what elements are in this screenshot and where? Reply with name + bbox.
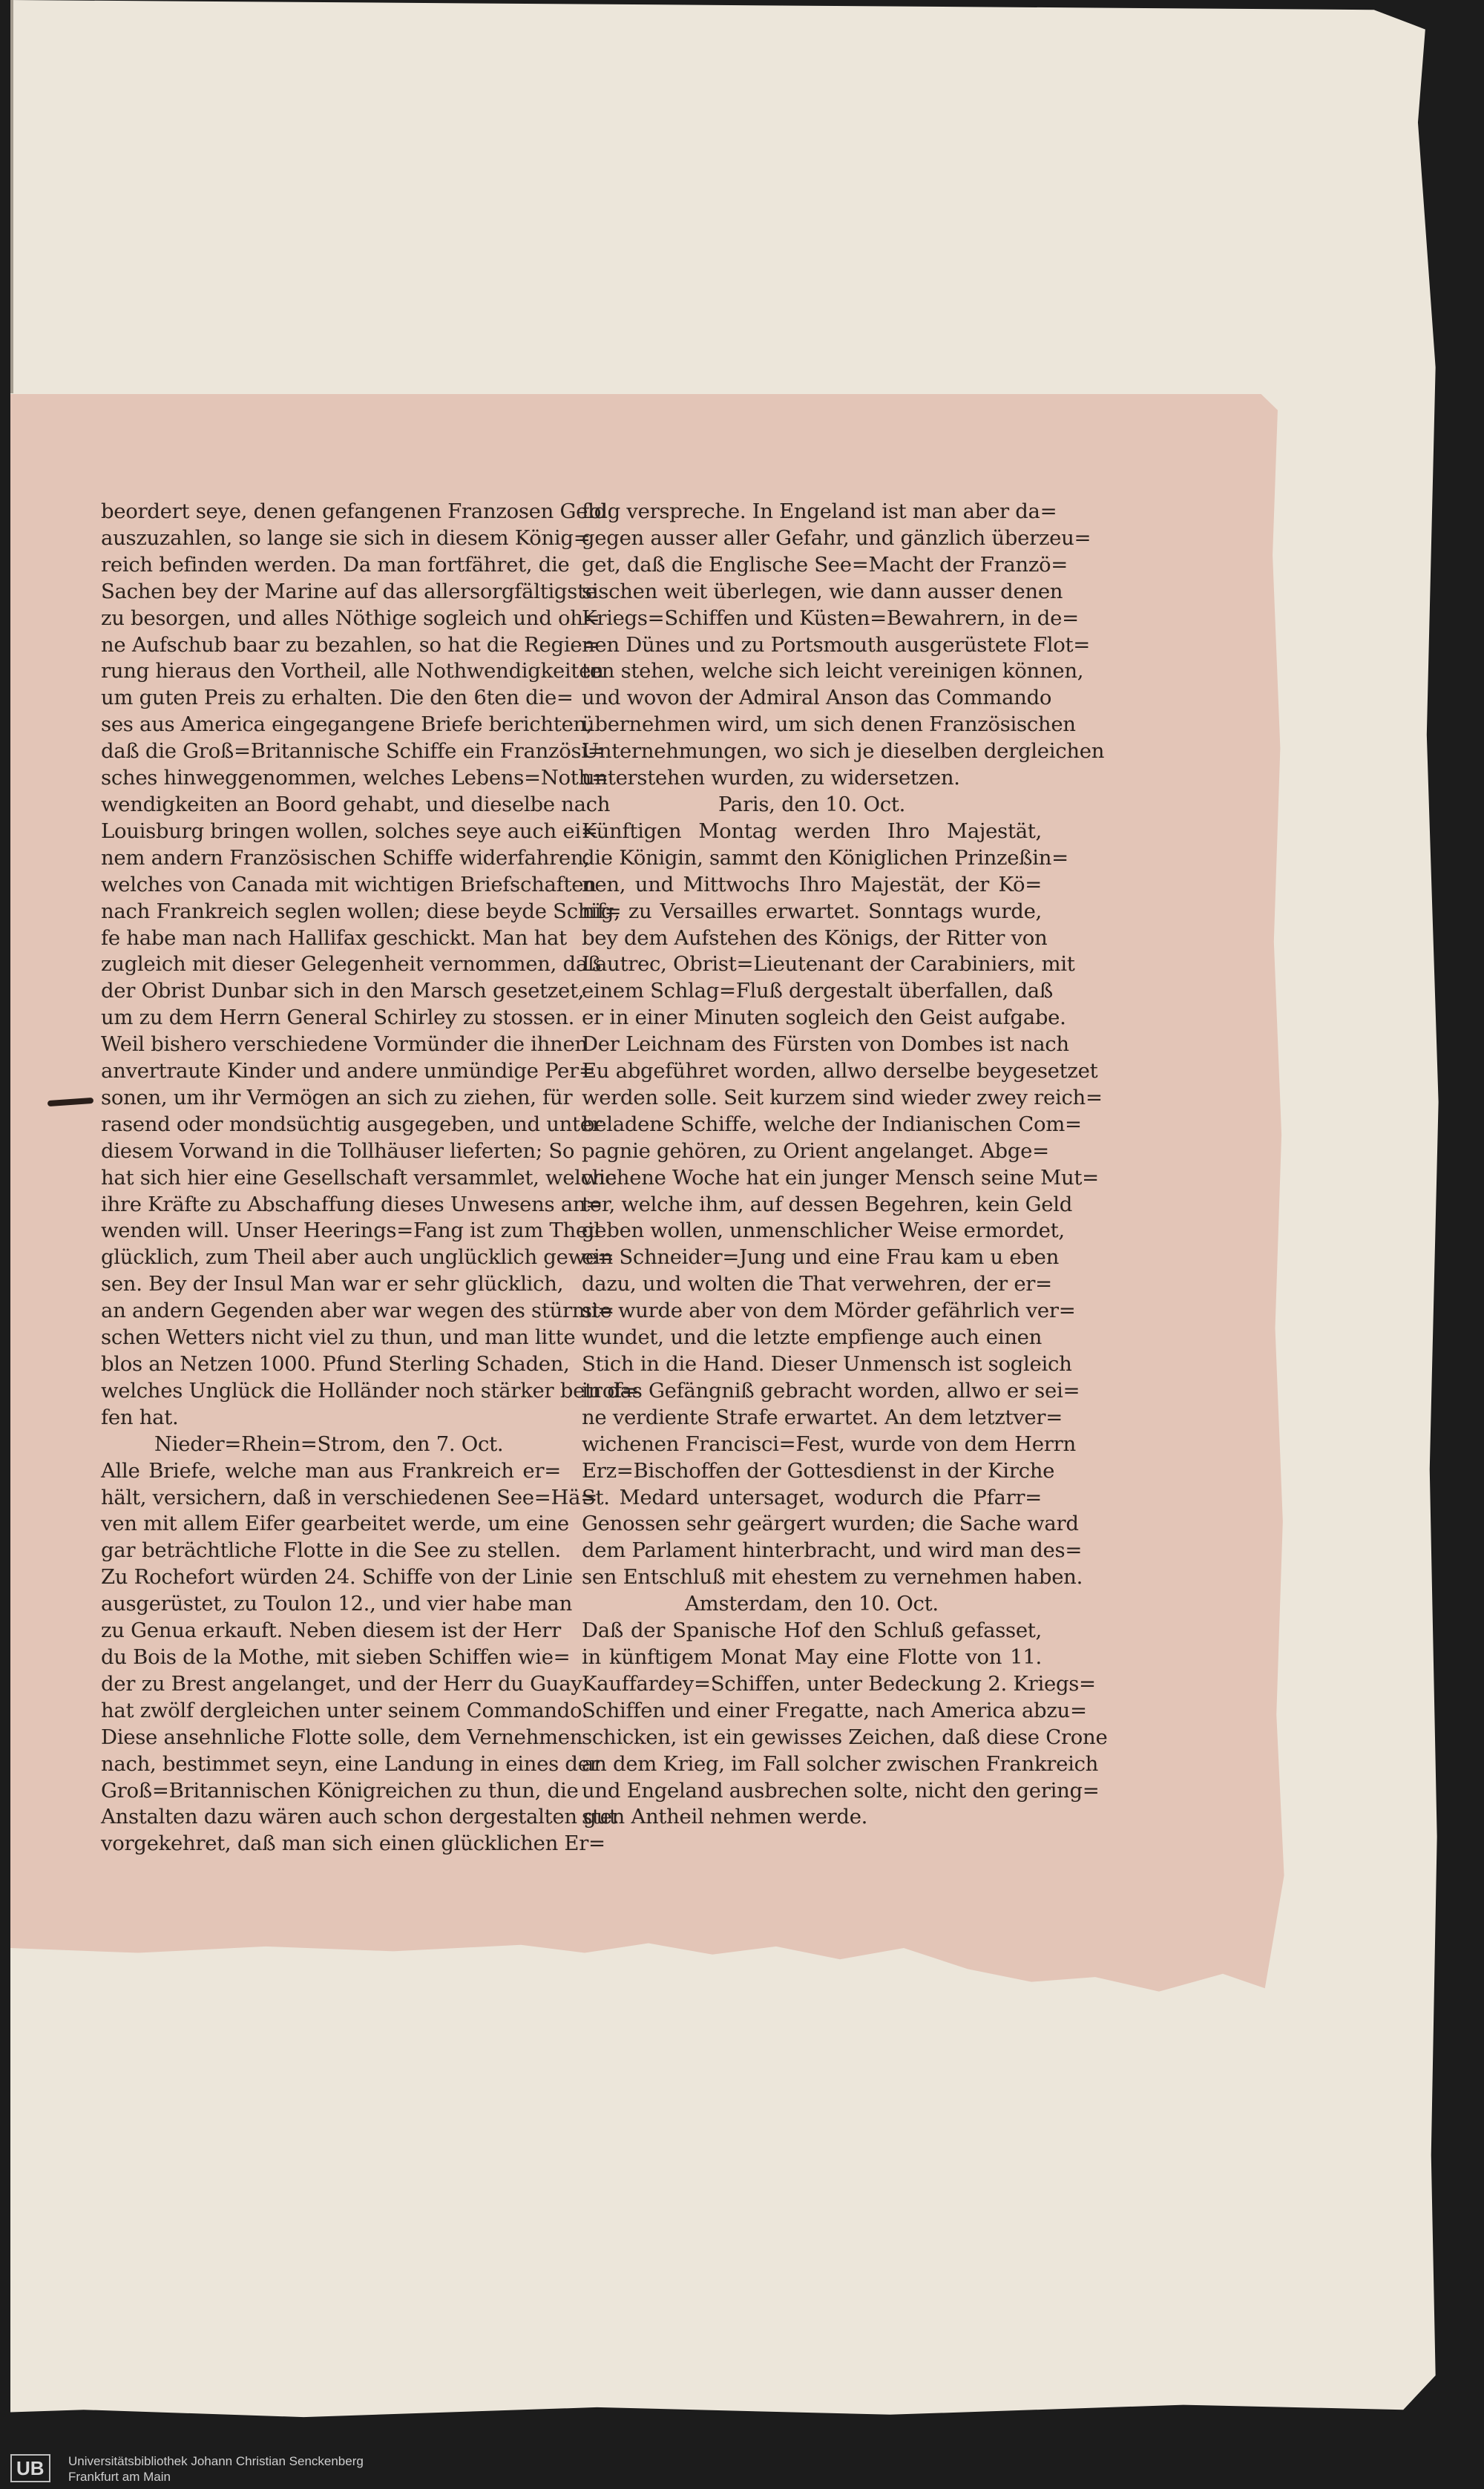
text-line: zu Genua erkauft. Neben diesem ist der Herr [101, 1619, 561, 1643]
text-line: geben wollen, unmenschlicher Weise ermordet, [582, 1219, 1065, 1243]
right-paragraph-2 [582, 819, 1103, 1591]
text-line: in künftigem Monat May eine Flotte von 11. [582, 1644, 1042, 1669]
text-line: beladene Schiffe, welche der Indianischen Com= [582, 1112, 1082, 1136]
text-line: St. Medard untersaget, wodurch die Pfarr= [582, 1485, 1042, 1509]
text-line: ven mit allem Eifer gearbeitet werde, um eine [101, 1512, 569, 1536]
text-line: er in einer Minuten sogleich den Geist aufgabe. [582, 1006, 1066, 1030]
text-line: fen hat. [101, 1405, 179, 1429]
text-line: schen Wetters nicht viel zu thun, und man litte [101, 1325, 576, 1350]
text-line: welches von Canada mit wichtigen Briefschaften [101, 872, 597, 896]
text-line: Louisburg bringen wollen, solches seye auch ei= [101, 819, 598, 843]
text-line: die Königin, sammt den Königlichen Prinzeßin= [582, 845, 1068, 870]
text-line: einem Schlag=Fluß dergestalt überfallen, daß [582, 979, 1053, 1003]
text-line: rasend oder mondsüchtig ausgegeben, und unter [101, 1112, 602, 1136]
text-line: Der Leichnam des Fürsten von Dombes ist nach [582, 1032, 1069, 1057]
text-line: welches Unglück die Holländer noch stärker betrof= [101, 1378, 639, 1403]
text-line: an dem Krieg, im Fall solcher zwischen Frankreich [582, 1751, 1099, 1776]
text-line: wichene Woche hat ein junger Mensch seine Mut= [582, 1165, 1099, 1190]
left-column [101, 499, 639, 1857]
text-line: sches hinweggenommen, welches Lebens=Noth= [101, 766, 608, 790]
text-line: Eu abgeführet worden, allwo derselbe beygesetzet [582, 1059, 1098, 1083]
text-line: gegen ausser aller Gefahr, und gänzlich überzeu= [582, 525, 1091, 550]
text-line: zugleich mit dieser Gelegenheit vernommen, daß [101, 952, 602, 977]
text-line: nig, zu Versailles erwartet. Sonntags wurde, [582, 899, 1042, 923]
text-line: der zu Brest angelanget, und der Herr du Guay [101, 1671, 582, 1696]
text-line: Schiffen und einer Fregatte, nach America abzu= [582, 1698, 1087, 1722]
text-line: Unternehmungen, wo sich je dieselben dergleichen [582, 739, 1105, 764]
text-line: nach, bestimmet seyn, eine Landung in eines der [101, 1751, 600, 1776]
text-line: gar beträchtliche Flotte in die See zu stellen. [101, 1538, 561, 1563]
text-line: sischen weit überlegen, wie dann ausser denen [582, 579, 1063, 603]
text-line: in das Gefängniß gebracht worden, allwo er sei= [582, 1378, 1080, 1403]
text-line: schicken, ist ein gewisses Zeichen, daß diese Crone [582, 1725, 1108, 1749]
text-line: daß die Groß=Britannische Schiffe ein Französi= [101, 739, 605, 764]
right-column [582, 499, 1108, 1831]
text-line: wenden will. Unser Heerings=Fang ist zum Theil [101, 1219, 600, 1243]
text-line: hält, versichern, daß in verschiedenen See=Hä= [101, 1485, 598, 1509]
text-line: sen Entschluß mit ehestem zu vernehmen haben. [582, 1565, 1083, 1590]
text-line: nen Dünes und zu Portsmouth ausgerüstete Flot= [582, 632, 1091, 657]
text-line: du Bois de la Mothe, mit sieben Schiffen wie= [101, 1644, 571, 1669]
footer-credit [68, 2453, 364, 2485]
text-line: Sachen bey der Marine auf das allersorgfältigste [101, 579, 597, 603]
text-line: ein Schneider=Jung und eine Frau kam u eben [582, 1245, 1060, 1270]
text-line: reich befinden werden. Da man fortfähret, die [101, 552, 570, 577]
text-line: Weil bishero verschiedene Vormünder die ihnen [101, 1032, 588, 1057]
text-line: wundet, und die letzte empfienge auch einen [582, 1325, 1042, 1350]
text-line: Stich in die Hand. Dieser Unmensch ist sogleich [582, 1352, 1072, 1376]
text-line: Groß=Britannischen Königreichen zu thun, die [101, 1778, 579, 1803]
text-line: rung hieraus den Vortheil, alle Nothwendigkeiten [101, 659, 604, 683]
text-line: beordert seye, denen gefangenen Franzosen Geld [101, 499, 607, 523]
right-paragraph-1 [582, 499, 1105, 792]
text-line: an andern Gegenden aber war wegen des stürmi= [101, 1299, 614, 1323]
text-line: Anstalten dazu wären auch schon dergestalten gut [101, 1805, 617, 1829]
text-line: pagnie gehören, zu Orient angelanget. Abge= [582, 1138, 1049, 1163]
text-line: fe habe man nach Hallifax geschickt. Man hat [101, 925, 567, 950]
text-line: blos an Netzen 1000. Pfund Sterling Schaden, [101, 1352, 570, 1376]
page-fold [10, 0, 13, 393]
text-line: bey dem Aufstehen des Königs, der Ritter von [582, 925, 1048, 950]
left-paragraph-1 [101, 499, 639, 1432]
ub-logo-mark: UB [10, 2454, 50, 2482]
text-line: wichenen Francisci=Fest, wurde von dem Herrn [582, 1432, 1076, 1456]
dateline-nieder-rhein: Nieder=Rhein=Strom, den 7. Oct. [154, 1432, 504, 1456]
text-line: Künftigen Montag werden Ihro Majestät, [582, 819, 1042, 843]
dateline-amsterdam: Amsterdam, den 10. Oct. [685, 1592, 939, 1616]
text-line: Erz=Bischoffen der Gottesdienst in der Kirche [582, 1458, 1055, 1483]
ub-logo [10, 2453, 50, 2483]
text-line: dem Parlament hinterbracht, und wird man des= [582, 1538, 1083, 1563]
text-line: folg verspreche. In Engeland ist man aber da= [582, 499, 1057, 523]
text-line: unterstehen wurden, zu widersetzen. [582, 766, 960, 790]
text-line: sen. Bey der Insul Man war er sehr glücklich, [101, 1272, 564, 1296]
text-line: Kriegs=Schiffen und Küsten=Bewahrern, in de= [582, 606, 1079, 630]
left-paragraph-2 [101, 1458, 617, 1858]
text-line: ne verdiente Strafe erwartet. An dem letztver= [582, 1405, 1063, 1429]
text-line: ten stehen, welche sich leicht vereinigen können, [582, 659, 1084, 683]
text-line: get, daß die Englische See=Macht der Franzö= [582, 552, 1068, 577]
text-line: wendigkeiten an Boord gehabt, und dieselbe nach [101, 792, 611, 816]
text-line: und wovon der Admiral Anson das Commando [582, 686, 1052, 710]
text-line: ter, welche ihm, auf dessen Begehren, kein Geld [582, 1192, 1073, 1216]
text-line: nem andern Französischen Schiffe widerfahren, [101, 845, 590, 870]
text-line: Kauffardey=Schiffen, unter Bedeckung 2. Kriegs= [582, 1671, 1096, 1696]
text-line: um zu dem Herrn General Schirley zu stossen. [101, 1006, 575, 1030]
text-line: Daß der Spanische Hof den Schluß gefasset, [582, 1619, 1042, 1643]
text-line: hat sich hier eine Gesellschaft versammlet, welche [101, 1165, 617, 1190]
text-line: hat zwölf dergleichen unter seinem Commando. [101, 1698, 588, 1722]
footer-location: Frankfurt am Main [68, 2470, 171, 2484]
text-line: ses aus America eingegangene Briefe berichten, [101, 712, 593, 737]
text-line: sonen, um ihr Vermögen an sich zu ziehen, für [101, 1085, 573, 1109]
text-line: zu besorgen, und alles Nöthige sogleich und oh= [101, 606, 600, 630]
right-paragraph-3 [582, 1618, 1108, 1831]
text-line: auszuzahlen, so lange sie sich in diesem König= [101, 525, 591, 550]
text-line: Zu Rochefort würden 24. Schiffe von der Linie [101, 1565, 573, 1590]
text-line: werden solle. Seit kurzem sind wieder zwey reich= [582, 1085, 1103, 1109]
text-line: ausgerüstet, zu Toulon 12., und vier habe man [101, 1592, 573, 1616]
text-line: übernehmen wird, um sich denen Französischen [582, 712, 1076, 737]
text-line: ste wurde aber von dem Mörder gefährlich ver= [582, 1299, 1076, 1323]
text-line: glücklich, zum Theil aber auch unglücklich gewe= [101, 1245, 614, 1270]
dateline-paris: Paris, den 10. Oct. [718, 792, 906, 816]
text-line: nen, und Mittwochs Ihro Majestät, der Kö= [582, 872, 1042, 896]
text-line: um guten Preis zu erhalten. Die den 6ten die= [101, 686, 574, 710]
text-line: Lautrec, Obrist=Lieutenant der Carabiniers, mit [582, 952, 1075, 977]
text-line: nach Frankreich seglen wollen; diese beyde Schif= [101, 899, 622, 923]
text-line: Diese ansehnliche Flotte solle, dem Vernehmen [101, 1725, 583, 1749]
text-line: diesem Vorwand in die Tollhäuser lieferten; So [101, 1138, 575, 1163]
text-line: Alle Briefe, welche man aus Frankreich er= [101, 1458, 561, 1483]
text-line: dazu, und wolten die That verwehren, der er= [582, 1272, 1052, 1296]
text-line: vorgekehret, daß man sich einen glücklichen Er= [101, 1832, 605, 1856]
footer-institution: Universitätsbibliothek Johann Christian Senckenberg [68, 2454, 364, 2468]
text-line: und Engeland ausbrechen solte, nicht den gering= [582, 1778, 1100, 1803]
text-line: sten Antheil nehmen werde. [582, 1805, 868, 1829]
text-line: ihre Kräfte zu Abschaffung dieses Unwesens an= [101, 1192, 603, 1216]
text-line: ne Aufschub baar zu bezahlen, so hat die Regie= [101, 632, 600, 657]
text-line: Genossen sehr geärgert wurden; die Sache ward [582, 1512, 1079, 1536]
text-line: der Obrist Dunbar sich in den Marsch gesetzet, [101, 979, 585, 1003]
text-line: anvertraute Kinder und andere unmündige Per= [101, 1059, 596, 1083]
